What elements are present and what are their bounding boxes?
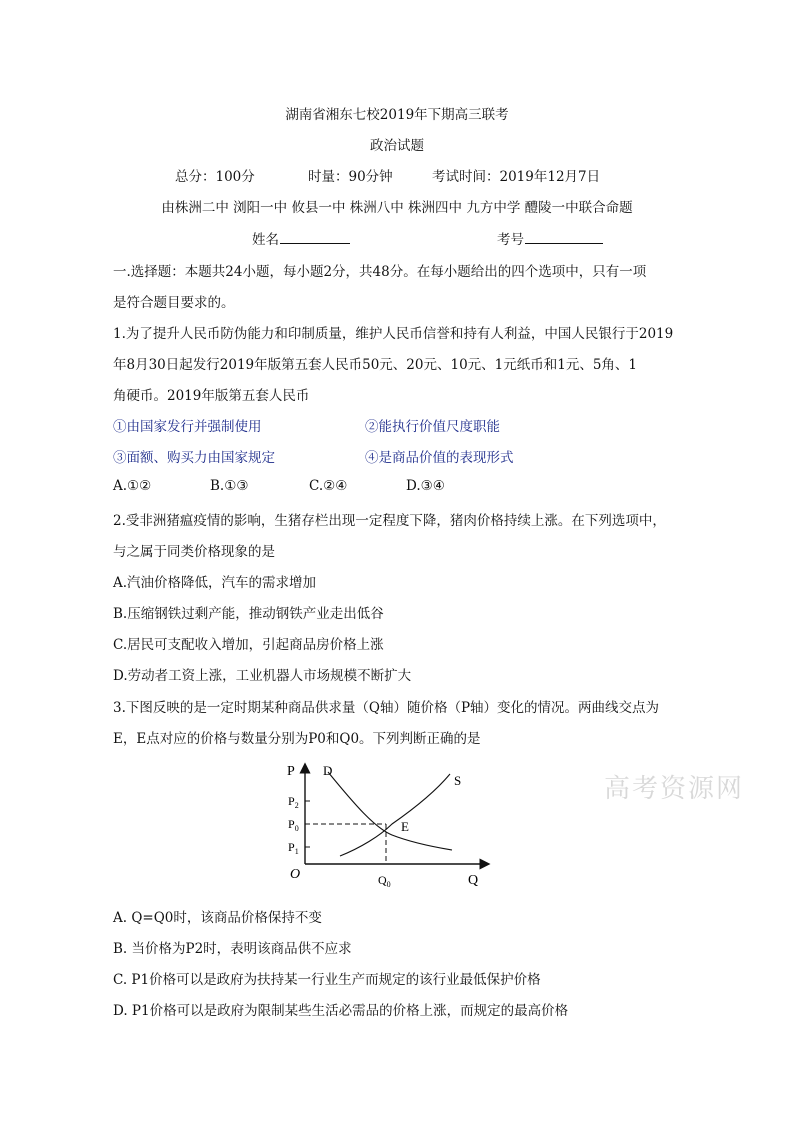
exam-subject: 政治试题 — [370, 138, 424, 154]
section-instructions-line1: 一.选择题：本题共24小题，每小题2分，共48分。在每小题给出的四个选项中，只有一项 — [113, 264, 647, 280]
name-label: 姓名 — [252, 232, 279, 248]
q0-label: $Q_0$ — [378, 873, 391, 889]
time-limit: 时量：90分钟 — [308, 169, 393, 185]
q1-statement-4: ④是商品价值的表现形式 — [365, 450, 514, 466]
q2-option-d: D.劳动者工资上涨，工业机器人市场规模不断扩大 — [113, 668, 412, 684]
q1-option-a: A.①② — [113, 478, 152, 494]
q1-statement-1: ①由国家发行并强制使用 — [113, 419, 262, 435]
id-field — [497, 228, 603, 248]
q1-option-d: D.③④ — [406, 478, 445, 494]
watermark-text: 高考资源网 — [604, 774, 745, 804]
p2-label: $P_2$ — [288, 794, 299, 810]
id-blank — [525, 229, 603, 244]
supply-label: S — [454, 773, 462, 788]
q3-option-c: C. P1价格可以是政府为扶持某一行业生产而规定的该行业最低保护价格 — [113, 972, 541, 988]
q1-statement-2: ②能执行价值尺度职能 — [365, 419, 500, 435]
p-axis-label: P — [287, 764, 295, 779]
q1-statement-3: ③面额、购买力由国家规定 — [113, 450, 275, 466]
q1-option-c: C.②④ — [309, 478, 348, 494]
origin-label: O — [290, 867, 301, 882]
q1-stem-line3: 角硬币。2019年版第五套人民币 — [113, 388, 310, 404]
supply-curve — [340, 774, 450, 856]
q2-stem-line1: 2.受非洲猪瘟疫情的影响，生猪存栏出现一定程度下降，猪肉价格持续上涨。在下列选项中， — [113, 513, 666, 529]
section-instructions-line2: 是符合题目要求的。 — [113, 295, 235, 311]
participating-schools: 由株洲二中 浏阳一中 攸县一中 株洲八中 株洲四中 九方中学 醴陵一中联合命题 — [161, 200, 633, 216]
q1-stem-line2: 年8月30日起发行2019年版第五套人民币50元、20元、10元、1元纸币和1元、5角、1 — [113, 357, 638, 373]
demand-label: D — [323, 763, 333, 778]
q3-stem-line2: E，E点对应的价格与数量分别为P0和Q0。下列判断正确的是 — [113, 731, 481, 747]
total-score: 总分：100分 — [175, 169, 255, 185]
q3-stem-line1: 3.下图反映的是一定时期某种商品供求量（Q轴）随价格（P轴）变化的情况。两曲线交点为 — [113, 700, 660, 716]
name-blank — [280, 229, 350, 244]
q2-option-b: B.压缩钢铁过剩产能，推动钢铁产业走出低谷 — [113, 606, 384, 622]
q3-option-b: B. 当价格为P2时，表明该商品供不应求 — [113, 941, 352, 957]
q3-option-d: D. P1价格可以是政府为限制某些生活必需品的价格上涨，而规定的最高价格 — [113, 1003, 569, 1019]
q1-stem-line1: 1.为了提升人民币防伪能力和印制质量，维护人民币信誉和持有人利益，中国人民银行于2019 — [113, 326, 674, 342]
q-axis-label: Q — [468, 873, 479, 888]
supply-demand-graph — [280, 760, 495, 892]
equilibrium-label: E — [401, 819, 409, 834]
exam-date: 考试时间：2019年12月7日 — [432, 169, 601, 185]
q1-option-b: B.①③ — [210, 478, 249, 494]
q2-option-a: A.汽油价格降低，汽车的需求增加 — [113, 575, 317, 591]
q2-option-c: C.居民可支配收入增加，引起商品房价格上涨 — [113, 637, 384, 653]
name-field — [252, 228, 350, 248]
id-label: 考号 — [497, 232, 524, 248]
p1-label: $P_1$ — [288, 840, 299, 856]
p0-label: $P_0$ — [288, 817, 299, 833]
q3-option-a: A. Q=Q0时，该商品价格保持不变 — [113, 910, 322, 926]
q2-stem-line2: 与之属于同类价格现象的是 — [113, 544, 275, 560]
demand-curve — [328, 772, 452, 850]
exam-title: 湖南省湘东七校2019年下期高三联考 — [285, 107, 509, 123]
